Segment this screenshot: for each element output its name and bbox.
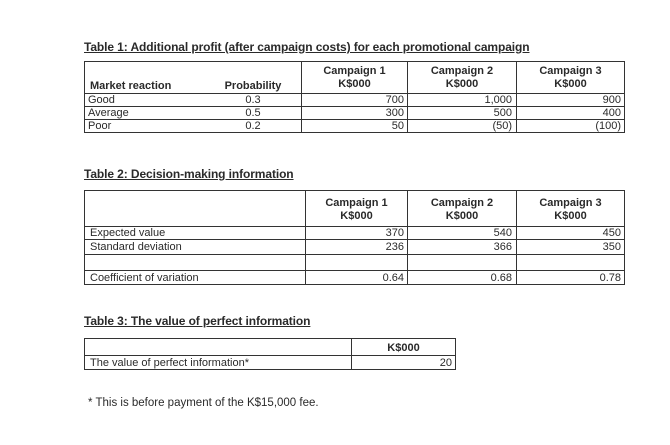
table2-row-c3: 0.78 bbox=[599, 272, 621, 284]
table2-row-c3: 350 bbox=[602, 241, 621, 253]
table2-row-c1: 236 bbox=[385, 241, 404, 253]
table1-rule bbox=[84, 61, 625, 62]
table1-rule bbox=[624, 61, 625, 133]
table1-row-c3: 900 bbox=[602, 94, 621, 106]
header-probability: Probability bbox=[224, 80, 282, 92]
table2-row-label: Expected value bbox=[90, 227, 166, 239]
table3-rule bbox=[455, 338, 456, 370]
table1-row-c3: 400 bbox=[602, 107, 621, 119]
header-campaign1-unit: K$000 bbox=[338, 78, 371, 90]
table2-rule bbox=[84, 254, 625, 255]
table1-row-probability: 0.2 bbox=[245, 120, 261, 132]
table1-row-c1: 700 bbox=[385, 94, 404, 106]
table1-row-label: Poor bbox=[88, 120, 112, 132]
table2-row-c3: 450 bbox=[602, 227, 621, 239]
table2-row-label: Standard deviation bbox=[90, 241, 182, 253]
table2-rule bbox=[84, 190, 625, 191]
header-market-reaction: Market reaction bbox=[90, 80, 172, 92]
table1-row-label: Average bbox=[88, 107, 129, 119]
table3-rule bbox=[84, 355, 456, 356]
t2-header-campaign2: Campaign 2 bbox=[430, 197, 494, 209]
table2-rule bbox=[84, 239, 625, 240]
table1-row-probability: 0.5 bbox=[245, 107, 261, 119]
table3-row-value: 20 bbox=[439, 357, 452, 369]
table2-rule bbox=[84, 190, 85, 285]
table1-row-c2: 500 bbox=[493, 107, 512, 119]
t2-header-campaign2-unit: K$000 bbox=[445, 210, 479, 222]
table1-title: Table 1: Additional profit (after campaign costs) for each promotional campaign bbox=[84, 40, 530, 54]
t2-header-campaign1: Campaign 1 bbox=[325, 197, 388, 209]
table2-row-label: Coefficient of variation bbox=[90, 272, 199, 284]
header-campaign2-unit: K$000 bbox=[445, 78, 479, 90]
table2-row-c2: 540 bbox=[493, 227, 512, 239]
header-campaign3-unit: K$000 bbox=[554, 78, 587, 90]
header-campaign2: Campaign 2 bbox=[430, 65, 494, 77]
table3-title: Table 3: The value of perfect information bbox=[84, 314, 311, 328]
t3-header-unit: K$000 bbox=[387, 342, 420, 354]
table2-title: Table 2: Decision-making information bbox=[84, 167, 294, 181]
table1-row-label: Good bbox=[88, 94, 115, 106]
table2-rule bbox=[84, 284, 625, 285]
t2-header-campaign1-unit: K$000 bbox=[340, 210, 373, 222]
table2-row-c1: 370 bbox=[385, 227, 404, 239]
table2-row-c2: 0.68 bbox=[490, 272, 512, 284]
header-campaign3: Campaign 3 bbox=[539, 65, 602, 77]
table2-row-c2: 366 bbox=[493, 241, 512, 253]
table1-row-c2: (50) bbox=[492, 120, 512, 132]
table1-row-c1: 50 bbox=[391, 120, 404, 132]
table1-rule bbox=[84, 132, 625, 133]
t2-header-campaign3: Campaign 3 bbox=[539, 197, 602, 209]
table1-row-c2: 1,000 bbox=[484, 94, 512, 106]
table3-rule bbox=[84, 338, 456, 339]
table2-rule bbox=[84, 270, 625, 271]
table3-row-label: The value of perfect information* bbox=[90, 357, 249, 369]
table3-rule bbox=[84, 369, 456, 370]
table1-row-probability: 0.3 bbox=[245, 94, 261, 106]
footnote: * This is before payment of the K$15,000 fee. bbox=[88, 397, 319, 409]
header-campaign1: Campaign 1 bbox=[323, 65, 386, 77]
table1-row-c1: 300 bbox=[385, 107, 404, 119]
table2-rule bbox=[624, 190, 625, 285]
table1-rule bbox=[84, 61, 85, 133]
table3-rule bbox=[84, 338, 85, 370]
table1-row-c3: (100) bbox=[595, 120, 621, 132]
table2-row-c1: 0.64 bbox=[382, 272, 404, 284]
t2-header-campaign3-unit: K$000 bbox=[554, 210, 587, 222]
